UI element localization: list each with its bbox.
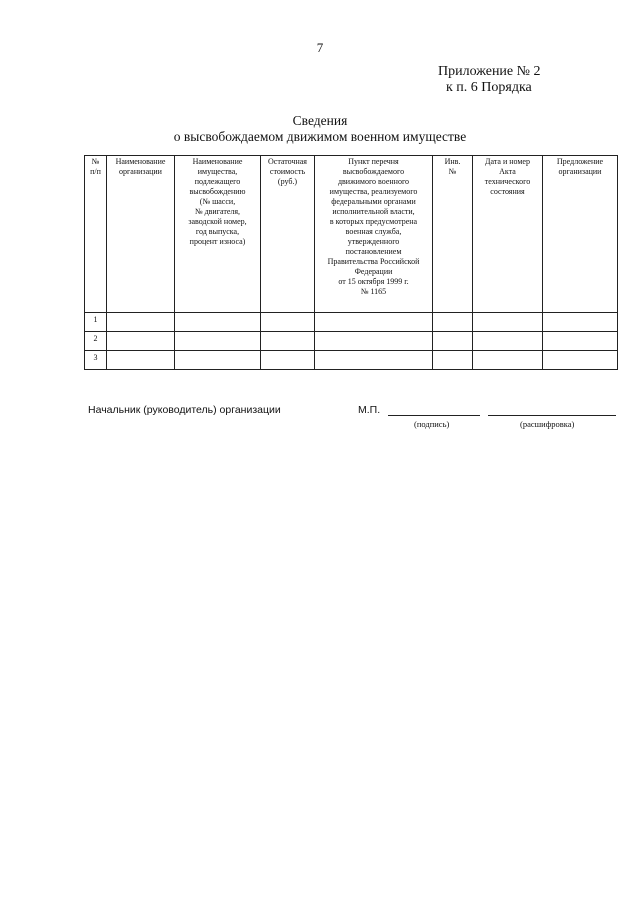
column-header-organization: Наименование организации (107, 156, 175, 313)
head-of-organization-label: Начальник (руководитель) организации (88, 404, 281, 416)
document-title (0, 113, 640, 145)
table-cell (261, 351, 315, 370)
table-cell (315, 351, 433, 370)
appendix-title: Приложение № 2 (438, 64, 541, 79)
appendix-reference (438, 64, 541, 96)
row-number-cell: 1 (85, 313, 107, 332)
column-header-list-item: Пункт перечня высвобождаемого движимого военного имущества, реализуемого федеральными органами исполнительной власти, в которых предусмотрена военная служба, утвержденного постановлением Правительства Российской Федерации от 15 октября 1999 г. № 1165 (315, 156, 433, 313)
table-cell (543, 313, 618, 332)
table-cell (175, 332, 261, 351)
table-cell (473, 351, 543, 370)
row-number-cell: 2 (85, 332, 107, 351)
transcript-caption: (расшифровка) (520, 419, 575, 429)
appendix-clause: к п. 6 Порядка (446, 80, 532, 95)
table-cell (433, 351, 473, 370)
signature-line (388, 415, 480, 416)
table-header-row (85, 156, 618, 313)
column-header-proposal: Предложение организации (543, 156, 618, 313)
column-header-inventory-number: Инв. № (433, 156, 473, 313)
table-cell (261, 332, 315, 351)
column-header-residual-value: Остаточная стоимость (руб.) (261, 156, 315, 313)
table-cell (543, 351, 618, 370)
transcript-line (488, 415, 616, 416)
table-row (85, 313, 618, 332)
page-number: 7 (316, 40, 324, 55)
table-cell (473, 332, 543, 351)
stamp-label: М.П. (358, 404, 381, 416)
column-header-number: № п/п (85, 156, 107, 313)
table-row (85, 351, 618, 370)
row-number-cell: 3 (85, 351, 107, 370)
column-header-act-date-number: Дата и номер Акта технического состояния (473, 156, 543, 313)
table-cell (175, 313, 261, 332)
table-cell (433, 313, 473, 332)
table-cell (543, 332, 618, 351)
table-row (85, 332, 618, 351)
table-cell (107, 351, 175, 370)
property-table (84, 155, 618, 370)
table-cell (107, 313, 175, 332)
table-cell (433, 332, 473, 351)
signature-caption: (подпись) (414, 419, 450, 429)
document-title-main: Сведения (292, 113, 348, 128)
table-cell (107, 332, 175, 351)
column-header-property-name: Наименование имущества, подлежащего высвобождению (№ шасси, № двигателя, заводской номер, год выпуска, процент износа) (175, 156, 261, 313)
table-cell (473, 313, 543, 332)
table-cell (315, 332, 433, 351)
table-cell (261, 313, 315, 332)
document-title-subtitle: о высвобождаемом движимом военном имуществе (173, 129, 467, 144)
table-cell (315, 313, 433, 332)
table-cell (175, 351, 261, 370)
